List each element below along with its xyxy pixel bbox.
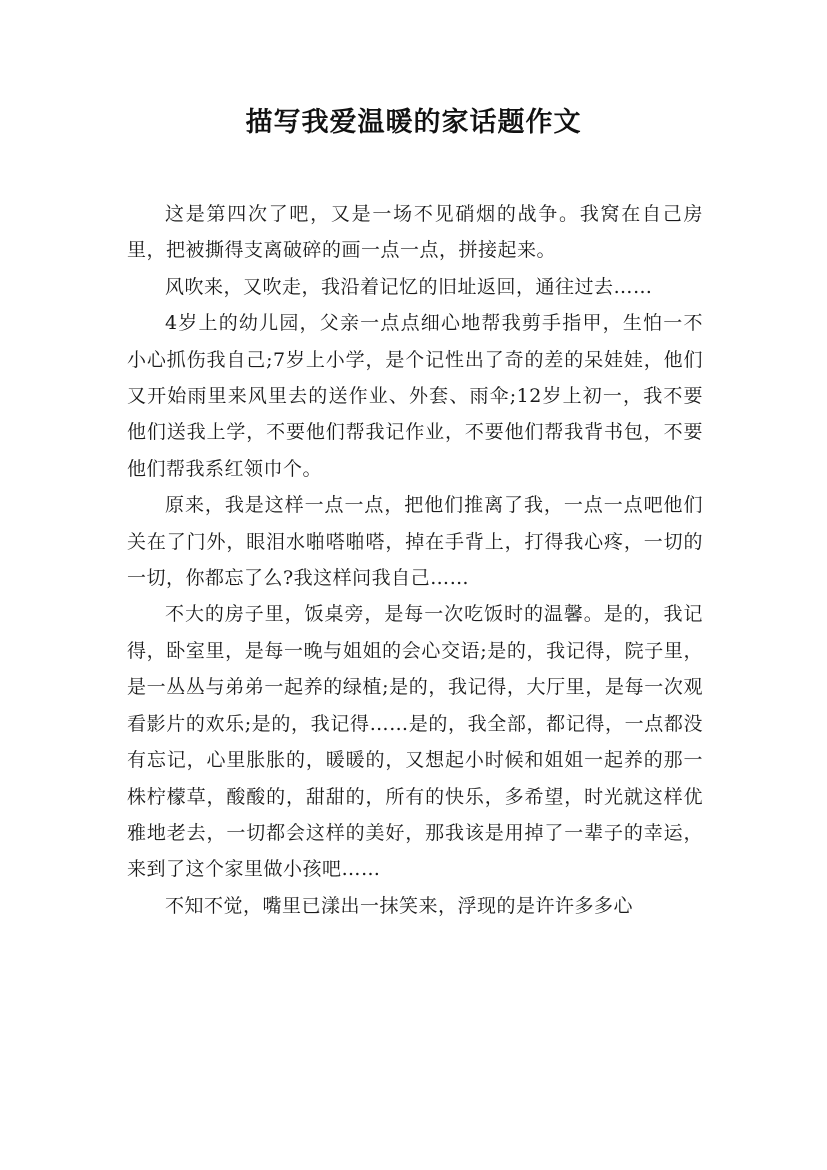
document-body [127, 196, 703, 924]
paragraph: 原来，我是这样一点一点，把他们推离了我，一点一点吧他们关在了门外，眼泪水啪嗒啪嗒，掉在手背上，打得我心疼，一切的一切，你都忘了么?我这样问我自己…… [127, 494, 703, 590]
paragraph: 风吹来，又吹走，我沿着记忆的旧址返回，通往过去…… [165, 275, 653, 298]
paragraph: 这是第四次了吧，又是一场不见硝烟的战争。我窝在自己房里，把被撕得支离破碎的画一点一点，拼接起来。 [127, 203, 703, 262]
paragraph: 不大的房子里，饭桌旁，是每一次吃饭时的温馨。是的，我记得，卧室里，是每一晚与姐姐的会心交语;是的，我记得，院子里，是一丛丛与弟弟一起养的绿植;是的，我记得，大厅里，是每一次观看影片的欢乐;是的，我记得……是的，我全部，都记得，一点都没有忘记，心里胀胀的，暖暖的，又想起小时候和姐姐一起养的那一株柠檬草，酸酸的，甜甜的，所有的快乐，多希望，时光就这样优雅地老去，一切都会这样的美好，那我该是用掉了一辈子的幸运，来到了这个家里做小孩吧…… [127, 603, 703, 881]
paragraph: 4岁上的幼儿园，父亲一点点细心地帮我剪手指甲，生怕一不小心抓伤我自己;7岁上小学，是个记性出了奇的差的呆娃娃，他们又开始雨里来风里去的送作业、外套、雨伞;12岁上初一，我不要他们送我上学，不要他们帮我记作业，不要他们帮我背书包，不要他们帮我系红领巾个。 [127, 312, 703, 480]
paragraph: 不知不觉，嘴里已漾出一抹笑来，浮现的是许许多多心 [165, 894, 634, 917]
document-title: 描写我爱温暖的家话题作文 [245, 107, 582, 138]
